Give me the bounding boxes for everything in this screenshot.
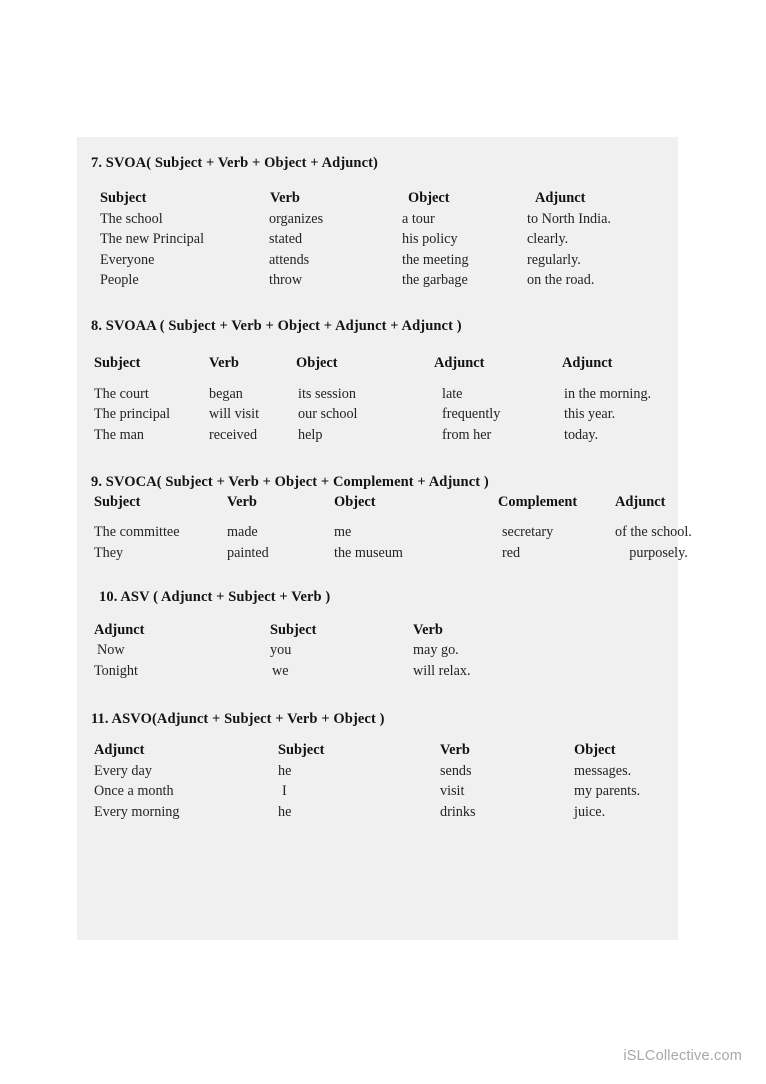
table-cell: the meeting (402, 251, 469, 268)
table-cell: my parents. (574, 783, 641, 800)
pattern-table-asvo (94, 740, 664, 822)
content-block (77, 137, 692, 940)
pattern-table-svoca (94, 492, 692, 564)
section-heading-asvo: 11. ASVO(Adjunct + Subject + Verb + Object ) (91, 711, 385, 728)
column-header-adjunct-2: Adjunct (562, 355, 613, 372)
table-cell: help (298, 426, 323, 443)
table-cell: will visit (209, 406, 260, 423)
row-spacer (94, 512, 692, 522)
table-cell: Once a month (94, 783, 174, 800)
table-cell: messages. (574, 762, 632, 779)
table-cell: secretary (502, 524, 554, 541)
column-header-adjunct: Adjunct (94, 621, 145, 638)
table-cell: from her (442, 426, 492, 443)
section-svoaa (91, 318, 664, 445)
table-cell: purposely. (629, 544, 688, 561)
table-cell: he (278, 803, 292, 820)
column-header-subject: Subject (100, 190, 147, 207)
table-cell: Tonight (94, 662, 138, 679)
table-cell: in the morning. (564, 385, 652, 402)
section-asv (91, 589, 664, 681)
column-header-subject: Subject (94, 493, 141, 510)
row-spacer (94, 374, 664, 384)
table-cell: The committee (94, 524, 180, 541)
table-cell: stated (269, 231, 303, 248)
table-cell: They (94, 544, 124, 561)
table-cell: we (272, 662, 289, 679)
table-cell: our school (298, 406, 358, 423)
column-header-subject: Subject (94, 355, 141, 372)
table-cell: the museum (334, 544, 403, 561)
table-cell: to North India. (527, 210, 611, 227)
table-cell: Every morning (94, 803, 180, 820)
table-cell: The principal (94, 406, 171, 423)
column-header-verb: Verb (270, 190, 300, 207)
table-cell: this year. (564, 406, 616, 423)
section-svoa (91, 155, 664, 291)
table-cell: I (282, 783, 287, 800)
column-header-object: Object (408, 190, 450, 207)
section-asvo (91, 711, 664, 822)
table-cell: today. (564, 426, 599, 443)
table-cell: juice. (574, 803, 606, 820)
table-cell: you (270, 642, 292, 659)
column-header-adjunct: Adjunct (615, 493, 666, 510)
column-header-adjunct-1: Adjunct (434, 355, 485, 372)
column-header-subject: Subject (270, 621, 317, 638)
pattern-table-svoaa (94, 353, 664, 445)
table-cell: visit (440, 783, 465, 800)
column-header-complement: Complement (498, 493, 578, 510)
table-cell: frequently (442, 406, 501, 423)
table-cell: on the road. (527, 272, 595, 289)
table-cell: Every day (94, 762, 152, 779)
column-header-object: Object (574, 742, 616, 759)
column-header-verb: Verb (227, 493, 257, 510)
table-cell: The new Principal (100, 231, 205, 248)
table-cell: began (209, 385, 243, 402)
table-cell: People (100, 272, 139, 289)
column-header-object: Object (334, 493, 376, 510)
table-cell: made (227, 524, 258, 541)
table-cell: red (502, 544, 521, 561)
table-cell: Everyone (100, 251, 155, 268)
table-cell: received (209, 426, 258, 443)
table-cell: clearly. (527, 231, 569, 248)
column-header-adjunct: Adjunct (94, 742, 145, 759)
table-cell: sends (440, 762, 472, 779)
table-cell: The man (94, 426, 145, 443)
column-header-verb: Verb (209, 355, 239, 372)
site-watermark: iSLCollective.com (623, 1048, 742, 1064)
section-heading-svoa: 7. SVOA( Subject + Verb + Object + Adjunct) (91, 155, 378, 171)
column-header-verb: Verb (440, 742, 470, 759)
table-cell: may go. (413, 642, 459, 659)
table-cell: throw (269, 272, 303, 289)
column-header-adjunct: Adjunct (535, 190, 586, 207)
column-header-verb: Verb (413, 621, 443, 638)
table-cell: Now (97, 642, 125, 659)
table-cell: a tour (402, 210, 435, 227)
table-cell: of the school. (615, 524, 692, 541)
table-cell: his policy (402, 231, 458, 248)
table-cell: he (278, 762, 292, 779)
table-cell: painted (227, 544, 269, 561)
section-heading-svoaa: 8. SVOAA ( Subject + Verb + Object + Adjunct + Adjunct ) (91, 317, 462, 334)
section-heading-svoca: 9. SVOCA( Subject + Verb + Object + Complement + Adjunct ) (91, 474, 489, 491)
section-svoca (91, 474, 692, 563)
column-header-object: Object (296, 355, 338, 372)
column-header-subject: Subject (278, 742, 325, 759)
table-cell: The court (94, 385, 149, 402)
table-cell: me (334, 524, 352, 541)
table-cell: organizes (269, 210, 324, 227)
table-cell: late (442, 385, 463, 402)
table-cell: its session (298, 385, 356, 402)
table-cell: drinks (440, 803, 476, 820)
section-heading-asv: 10. ASV ( Adjunct + Subject + Verb ) (99, 589, 331, 606)
table-cell: The school (100, 210, 163, 227)
table-cell: attends (269, 251, 310, 268)
pattern-table-svoa (96, 188, 664, 291)
table-cell: regularly. (527, 251, 581, 268)
table-cell: will relax. (413, 662, 471, 679)
table-cell: the garbage (402, 272, 468, 289)
pattern-table-asv (94, 620, 664, 682)
